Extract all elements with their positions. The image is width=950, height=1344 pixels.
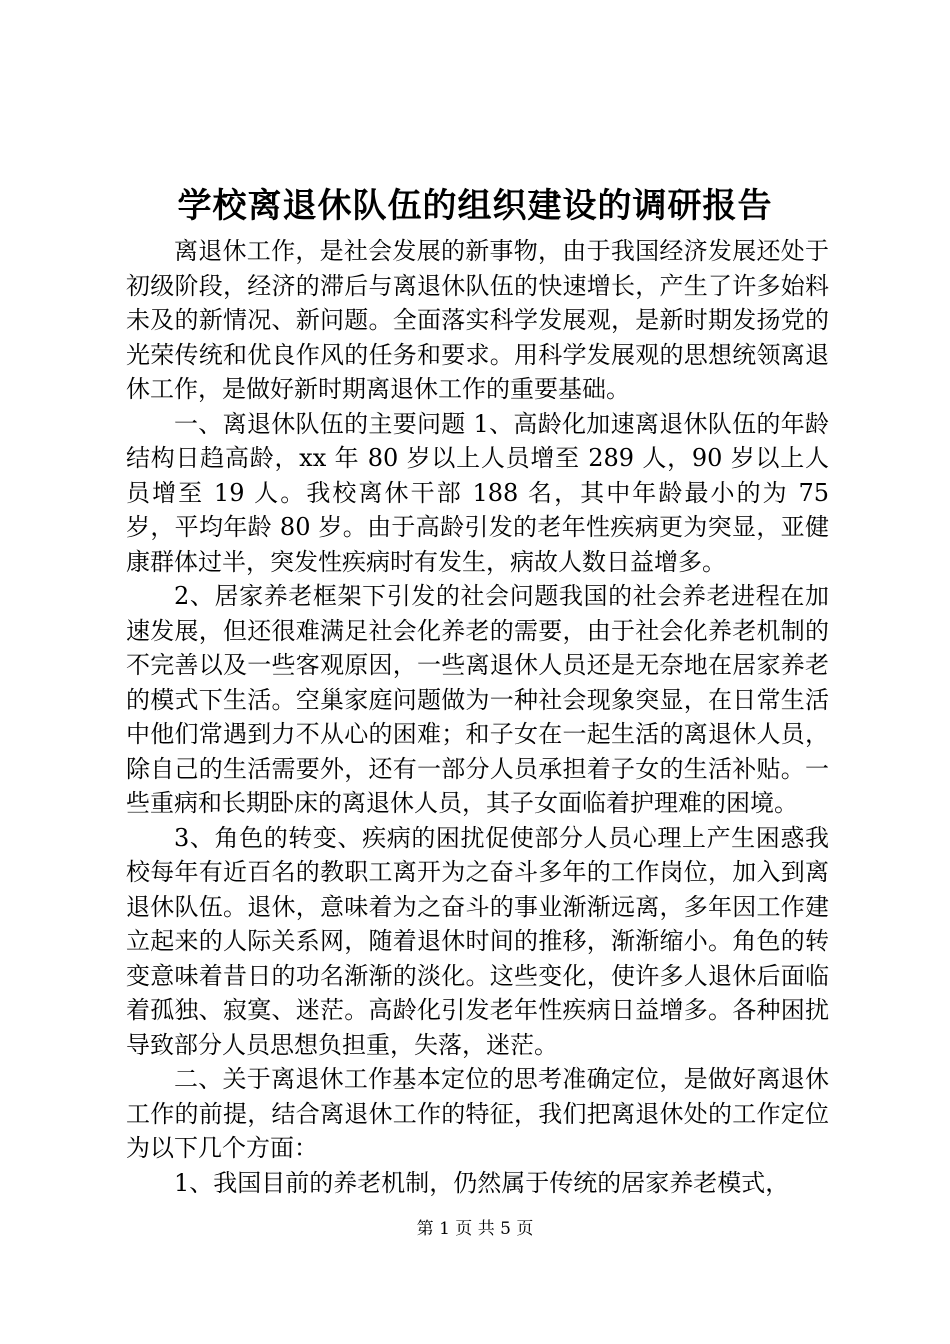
paragraph-intro: 离退休工作，是社会发展的新事物，由于我国经济发展还处于初级阶段，经济的滞后与离退休队伍的快速增长，产生了许多始料未及的新情况、新问题。全面落实科学发展观，是新时期发扬党的光荣传统和优良作风的任务和要求。用科学发展观的思想统领离退休工作，是做好新时期离退休工作的重要基础。 bbox=[126, 237, 829, 403]
page-footer: 第 1 页 共 5 页 bbox=[416, 1219, 534, 1239]
document-title: 学校离退休队伍的组织建设的调研报告 bbox=[177, 185, 773, 226]
paragraph-item-three: 3、角色的转变、疾病的困扰促使部分人员心理上产生困惑我校每年有近百名的教职工离开为之奋斗多年的工作岗位，加入到离退休队伍。退休，意味着为之奋斗的事业渐渐远离，多年因工作建立起来的人际关系网，随着退休时间的推移，渐渐缩小。角色的转变意味着昔日的功名渐渐的淡化。这些变化，使许多人退休后面临着孤独、寂寞、迷茫。高龄化引发老年性疾病日益增多。各种困扰导致部分人员思想负担重，失落，迷茫。 bbox=[126, 823, 829, 1059]
paragraph-item-one-b: 1、我国目前的养老机制，仍然属于传统的居家养老模式， bbox=[174, 1168, 790, 1197]
paragraph-section-one: 一、离退休队伍的主要问题 1、高龄化加速离退休队伍的年龄结构日趋高龄，xx 年 80 岁以上人员增至 289 人，90 岁以上人员增至 19 人。我校离休干部 188 名，其中年龄最小的为 75 岁，平均年龄 80 岁。由于高龄引发的老年性疾病更为突显，亚健康群体过半，突发性疾病时有发生，病故人数日益增多。 bbox=[126, 409, 829, 576]
paragraph-item-two: 2、居家养老框架下引发的社会问题我国的社会养老进程在加速发展，但还很难满足社会化养老的需要，由于社会化养老机制的不完善以及一些客观原因，一些离退休人员还是无奈地在居家养老的模式下生活。空巢家庭问题做为一种社会现象突显，在日常生活中他们常遇到力不从心的困难；和子女在一起生活的离退休人员，除自己的生活需要外，还有一部分人员承担着子女的生活补贴。一些重病和长期卧床的离退休人员，其子女面临着护理难的困境。 bbox=[126, 582, 829, 817]
paragraph-section-two: 二、关于离退休工作基本定位的思考准确定位，是做好离退休工作的前提，结合离退休工作的特征，我们把离退休处的工作定位为以下几个方面： bbox=[126, 1065, 829, 1162]
document-body bbox=[126, 234, 829, 1200]
